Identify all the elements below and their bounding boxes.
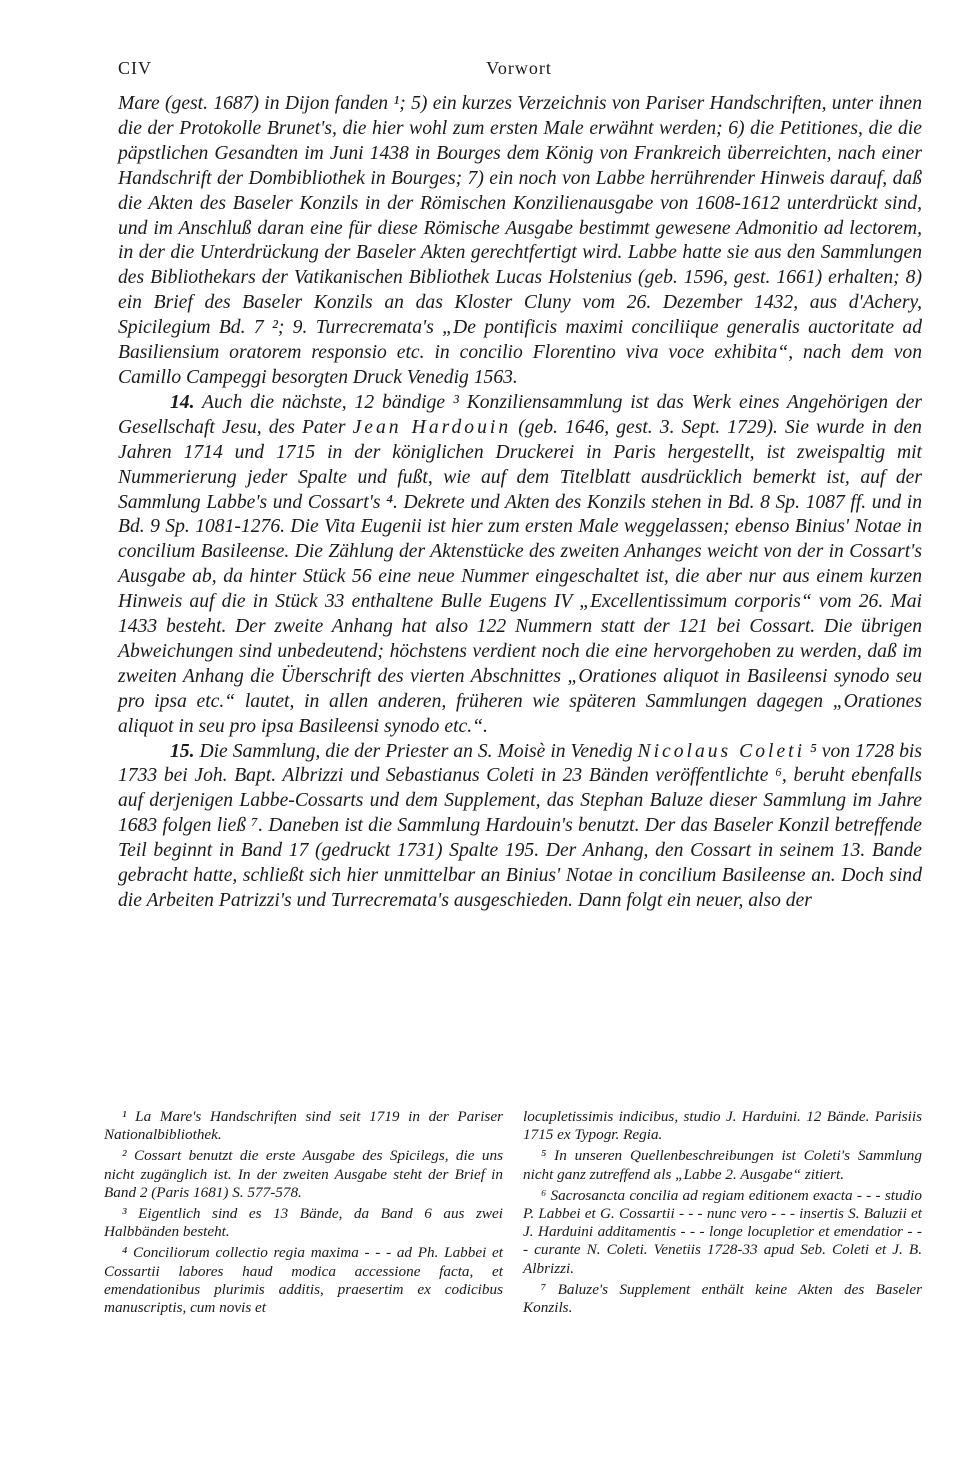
footnote-3: ³ Eigentlich sind es 13 Bände, da Band 6 aus zwei Halbbänden besteht.: [104, 1205, 503, 1241]
paragraph-14-text-b: (geb. 1646, gest. 3. Sept. 1729). Sie wurde in den Jahren 1714 und 1715 in der königlichen Druckerei in Paris hergestellt, ist zweispaltig mit Nummerierung jeder Spalte und fußt, wie auf dem Titelblatt ausdrücklich bemerkt ist, auf der Sammlung Labbe's und Cossart's ⁴. Dekrete und Akten des Konzils stehen in Bd. 8 Sp. 1087 ff. und in Bd. 9 Sp. 1081-1276. Die Vita Eugenii ist hier zum ersten Male weggelassen; ebenso Binius' Notae in concilium Basileense. Die Zählung der Aktenstücke des zweiten Anhanges weicht von der in Cossart's Ausgabe ab, da hinter Stück 56 eine neue Nummer eingeschaltet ist, die aber nur aus einem kurzen Hinweis auf die in Stück 33 enthaltene Bulle Eugens IV „Excellentissimum corporis“ vom 26. Mai 1433 besteht. Der zweite Anhang hat also 122 Nummern statt der 121 bei Cossart. Die übrigen Abweichungen sind unbedeutend; höchstens verdient noch die eine hervorgehoben zu werden, daß im zweiten Anhang die Überschrift des vierten Abschnittes „Orationes aliquot in Basileensi synodo seu pro ipsa etc.“ lautet, in allen anderen, früheren wie späteren Sammlungen dagegen „Orationes aliquot in seu pro ipsa Basileensi synodo etc.“.: [118, 416, 922, 737]
footnote-2: ² Cossart benutzt die erste Ausgabe des Spicilegs, die uns nicht zugänglich ist. In der zweiten Ausgabe steht der Brief in Band 2 (Paris 1681) S. 577-578.: [104, 1147, 503, 1201]
footnote-5: ⁵ In unseren Quellenbeschreibungen ist Coleti's Sammlung nicht ganz zutreffend als „Labbe 2. Ausgabe“ zitiert.: [523, 1147, 922, 1183]
footnotes-left-column: [104, 1108, 503, 1320]
page-number: CIV: [118, 58, 152, 78]
paragraph-14-text-a: Auch die nächste, 12 bändige ³ Konziliensammlung ist das Werk eines Angehörigen der Gesellschaft Jesu, des Pater: [118, 391, 923, 438]
section-number-14: 14.: [170, 391, 195, 413]
page-header: [118, 58, 920, 84]
footnote-6: ⁶ Sacrosancta concilia ad regiam editionem exacta - - - studio P. Labbei et G. Cossartii - - - nunc vero - - - insertis S. Baluzii et J. Harduini additamentis - - - longe locupletior et emendatior - - - curante N. Coleti. Venetiis 1728-33 apud Seb. Coleti et J. B. Albrizzi.: [523, 1186, 922, 1277]
paragraph-15-text-b: ⁵ von 1728 bis 1733 bei Joh. Bapt. Albrizzi und Sebastianus Coleti in 23 Bänden veröffentlichte ⁶, beruht ebenfalls auf derjenigen Labbe-Cossarts und dem Supplement, das Stephan Baluze dieser Sammlung im Jahre 1683 folgen ließ ⁷. Daneben ist die Sammlung Hardouin's benutzt. Der das Baseler Konzil betreffende Teil beginnt in Band 17 (gedruckt 1731) Spalte 195. Der Anhang, den Cossart in seinem 13. Bande gebracht hatte, schließt sich hier unmittelbar an Binius' Notae in concilium Basileense an. Doch sind die Arbeiten Patrizzi's und Turrecremata's ausgeschieden. Dann folgt ein neuer, also der: [118, 740, 922, 911]
footnote-1: ¹ La Mare's Handschriften sind seit 1719 in der Pariser Nationalbibliothek.: [104, 1108, 503, 1144]
paragraph-15: [118, 740, 922, 914]
footnote-4-continued: locupletissimis indicibus, studio J. Harduini. 12 Bände. Parisiis 1715 ex Typogr. Regia.: [523, 1108, 922, 1144]
footnotes: [104, 1108, 922, 1320]
footnote-7: ⁷ Baluze's Supplement enthält keine Akten des Baseler Konzils.: [523, 1280, 922, 1317]
running-title: Vorwort: [486, 58, 552, 78]
footnote-4: ⁴ Conciliorum collectio regia maxima - - - ad Ph. Labbei et Cossartii labores haud modica accessione facta, et emendationibus plurimis additis, praesertim ex codicibus manuscriptis, cum novis et: [104, 1244, 503, 1317]
paragraph-14: [118, 391, 922, 740]
footnotes-right-column: [523, 1108, 922, 1320]
paragraph-continuation: Mare (gest. 1687) in Dijon fanden ¹; 5) ein kurzes Verzeichnis von Pariser Handschriften, unter ihnen die der Protokolle Brunet's, die hier wohl zum ersten Male erwähnt werden; 6) die Petitiones, die die päpstlichen Gesandten im Juni 1438 in Bourges dem König von Frankreich überreichten, nach einer Handschrift der Dombibliothek in Bourges; 7) ein noch von Labbe herrührender Hinweis darauf, daß die Akten des Baseler Konzils in der Römischen Konzilienausgabe von 1608-1612 unterdrückt sind, und im Anschluß daran eine für diese Römische Ausgabe bestimmt gewesene Admonitio ad lectorem, in der die Unterdrückung der Baseler Akten gerechtfertigt wird. Labbe hatte sie aus den Sammlungen des Bibliothekars der Vatikanischen Bibliothek Lucas Holstenius (geb. 1596, gest. 1661) erhalten; 8) ein Brief des Baseler Konzils an das Kloster Cluny vom 26. Dezember 1432, aus d'Achery, Spicilegium Bd. 7 ²; 9. Turrecremata's „De pontificis maximi conciliique generalis auctoritate ad Basiliensium oratorem responsio etc. in concilio Florentino viva voce exhibita“, nach dem von Camillo Campeggi besorgten Druck Venedig 1563.: [118, 93, 922, 388]
person-name-coleti: Nicolaus Coleti: [637, 740, 806, 762]
main-text: [118, 92, 922, 914]
section-number-15: 15.: [170, 740, 195, 762]
person-name-hardouin: Jean Hardouin: [352, 416, 512, 438]
paragraph-15-text-a: Die Sammlung, die der Priester an S. Moisè in Venedig: [199, 740, 638, 762]
